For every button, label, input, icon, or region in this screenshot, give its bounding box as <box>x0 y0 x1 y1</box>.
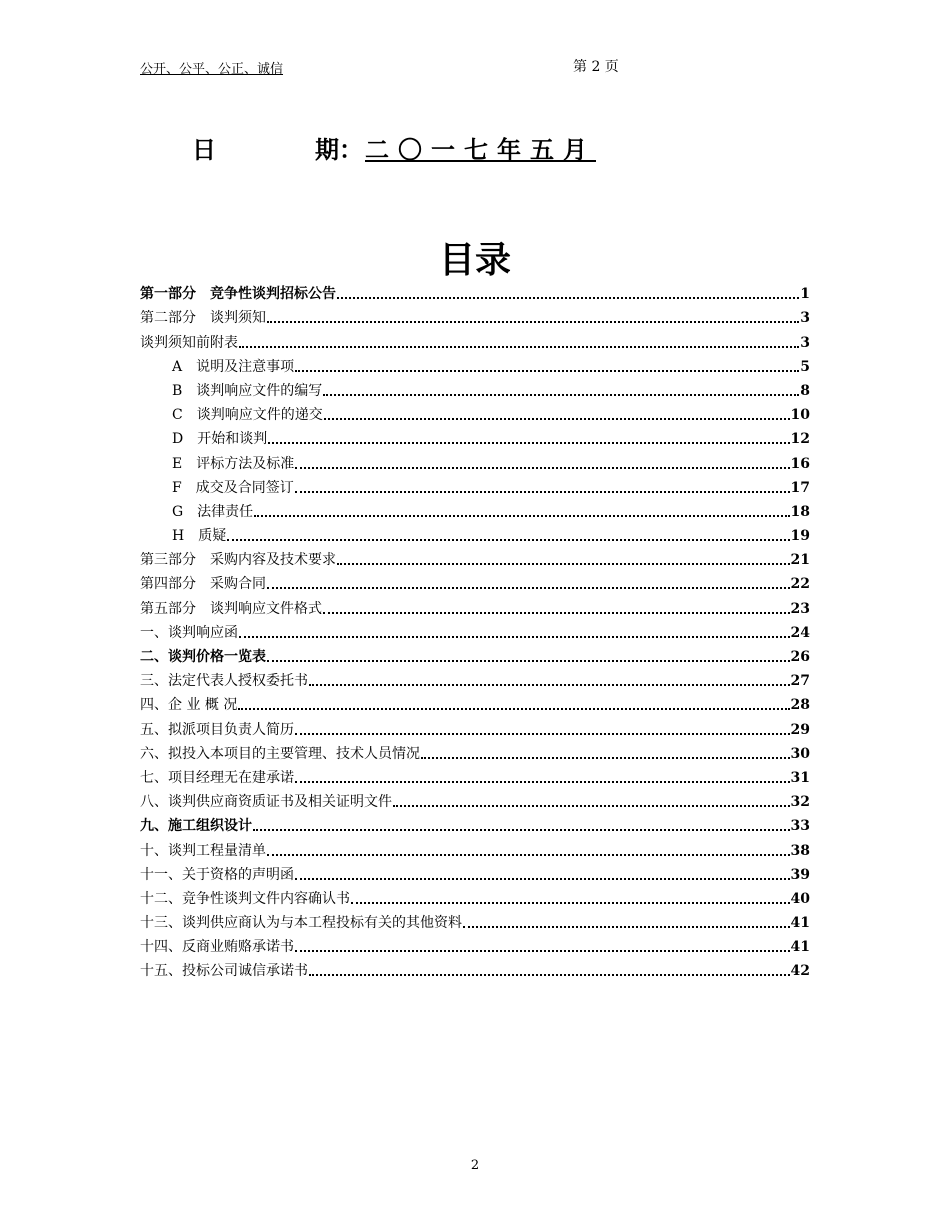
toc-dot-leader <box>309 970 790 976</box>
toc-entry-page: 8 <box>800 382 810 399</box>
toc-entry-label: E 评标方法及标准 <box>172 455 295 472</box>
toc-entry-page: 21 <box>790 552 810 569</box>
toc-entry[interactable] <box>140 691 810 715</box>
toc-entry-label: 五、拟派项目负责人简历 <box>140 721 294 738</box>
toc-dot-leader <box>253 825 790 831</box>
toc-entry[interactable] <box>140 667 810 691</box>
toc-entry-label: 十三、谈判供应商认为与本工程投标有关的其他资料 <box>140 915 462 932</box>
toc-entry-label: 三、法定代表人授权委托书 <box>140 673 308 690</box>
toc-entry-label: 七、项目经理无在建承诺 <box>140 769 294 786</box>
toc-dot-leader <box>337 293 799 299</box>
toc-entry-page: 23 <box>790 600 810 617</box>
date-value: 二〇一七年五月 <box>365 135 596 164</box>
toc-entry[interactable] <box>140 836 810 860</box>
toc-entry-label: 十一、关于资格的声明函 <box>140 866 294 883</box>
table-of-contents <box>140 280 810 981</box>
page-number: 2 <box>470 1158 480 1173</box>
toc-entry-page: 10 <box>790 407 810 424</box>
toc-entry-label: 一、谈判响应函 <box>140 624 238 641</box>
toc-entry[interactable] <box>140 474 810 498</box>
toc-entry[interactable] <box>140 594 810 618</box>
date-label-day: 日 <box>192 135 216 164</box>
toc-entry-label: 第二部分 谈判须知 <box>140 310 266 327</box>
toc-entry[interactable] <box>140 401 810 425</box>
toc-entry-page: 41 <box>790 915 810 932</box>
toc-entry-label: F 成交及合同签订 <box>172 479 294 496</box>
toc-entry-page: 29 <box>790 721 810 738</box>
toc-entry[interactable] <box>140 498 810 522</box>
toc-entry[interactable] <box>140 619 810 643</box>
toc-entry-page: 38 <box>790 842 810 859</box>
toc-dot-leader <box>239 632 790 638</box>
toc-entry[interactable] <box>140 764 810 788</box>
toc-entry-page: 28 <box>790 697 810 714</box>
toc-entry-page: 39 <box>790 866 810 883</box>
toc-entry-page: 26 <box>790 649 810 665</box>
toc-entry-page: 40 <box>790 890 810 907</box>
toc-entry-label: G 法律责任 <box>172 503 254 520</box>
toc-entry-page: 22 <box>790 576 810 593</box>
toc-dot-leader <box>238 704 789 710</box>
toc-entry-label: D 开始和谈判 <box>172 431 268 448</box>
toc-entry-label: 第一部分 竞争性谈判招标公告 <box>140 286 336 303</box>
toc-dot-leader <box>239 342 799 348</box>
toc-dot-leader <box>324 414 790 420</box>
toc-dot-leader <box>393 801 790 807</box>
toc-entry-page: 31 <box>790 769 810 786</box>
toc-entry-page: 18 <box>790 503 810 520</box>
toc-entry-page: 19 <box>790 528 810 545</box>
toc-dot-leader <box>295 946 790 952</box>
toc-entry-label: 第五部分 谈判响应文件格式 <box>140 600 322 617</box>
toc-entry-page: 17 <box>790 479 810 496</box>
toc-dot-leader <box>309 680 790 686</box>
toc-dot-leader <box>295 777 790 783</box>
toc-entry-label: 谈判须知前附表 <box>140 334 238 351</box>
toc-dot-leader <box>267 656 790 662</box>
toc-entry[interactable] <box>140 353 810 377</box>
toc-entry-page: 16 <box>790 455 810 472</box>
toc-dot-leader <box>421 753 790 759</box>
toc-entry-page: 5 <box>800 358 810 375</box>
toc-entry[interactable] <box>140 715 810 739</box>
header-page-label: 第 2 页 <box>573 59 619 75</box>
toc-entry-label: 六、拟投入本项目的主要管理、技术人员情况 <box>140 745 420 762</box>
toc-entry[interactable] <box>140 861 810 885</box>
toc-entry-label: H 质疑 <box>172 528 227 545</box>
toc-entry-page: 3 <box>800 334 810 351</box>
toc-entry[interactable] <box>140 643 810 667</box>
toc-entry-page: 1 <box>800 286 810 303</box>
toc-entry-page: 32 <box>790 794 810 811</box>
toc-dot-leader <box>351 898 790 904</box>
toc-entry-label: 九、施工组织设计 <box>140 818 252 835</box>
toc-dot-leader <box>323 608 790 614</box>
toc-entry-label: 第三部分 采购内容及技术要求 <box>140 552 336 569</box>
toc-entry-label: A 说明及注意事项 <box>172 358 295 375</box>
toc-dot-leader <box>267 317 799 323</box>
date-line <box>192 130 950 164</box>
toc-dot-leader <box>268 438 789 444</box>
toc-entry[interactable] <box>140 933 810 957</box>
toc-entry[interactable] <box>140 957 810 981</box>
toc-dot-leader <box>337 559 790 565</box>
toc-entry[interactable] <box>140 909 810 933</box>
toc-entry-label: 十二、竞争性谈判文件内容确认书 <box>140 890 350 907</box>
toc-entry-label: 第四部分 采购合同 <box>140 576 266 593</box>
toc-entry-page: 30 <box>790 745 810 762</box>
toc-entry[interactable] <box>140 304 810 328</box>
toc-dot-leader <box>227 535 789 541</box>
toc-entry-label: 十、谈判工程量清单 <box>140 842 266 859</box>
toc-entry-label: 十四、反商业贿赂承诺书 <box>140 939 294 956</box>
toc-entry[interactable] <box>140 280 810 304</box>
toc-dot-leader <box>295 463 789 469</box>
date-label-period: 期： <box>315 135 363 164</box>
toc-title: 目录 <box>438 239 511 281</box>
toc-entry-label: C 谈判响应文件的递交 <box>172 407 323 424</box>
toc-entry-label: 四、企 业 概 况 <box>140 697 238 714</box>
toc-entry-page: 33 <box>790 818 810 835</box>
toc-entry-label: B 谈判响应文件的编写 <box>172 382 323 399</box>
toc-entry-page: 3 <box>800 310 810 327</box>
toc-entry-page: 42 <box>790 963 810 980</box>
toc-entry[interactable] <box>140 546 810 570</box>
toc-entry[interactable] <box>140 788 810 812</box>
toc-entry[interactable] <box>140 449 810 473</box>
toc-dot-leader <box>295 729 790 735</box>
toc-dot-leader <box>295 874 790 880</box>
header-motto: 公开、公平、公正、诚信 <box>140 62 284 77</box>
toc-entry[interactable] <box>140 377 810 401</box>
toc-dot-leader <box>323 390 799 396</box>
toc-entry[interactable] <box>140 522 810 546</box>
toc-entry[interactable] <box>140 328 810 352</box>
toc-entry[interactable] <box>140 740 810 764</box>
toc-dot-leader <box>254 511 789 517</box>
toc-entry-page: 24 <box>790 624 810 641</box>
toc-entry[interactable] <box>140 425 810 449</box>
toc-entry-label: 八、谈判供应商资质证书及相关证明文件 <box>140 794 392 811</box>
toc-entry[interactable] <box>140 812 810 836</box>
toc-entry[interactable] <box>140 570 810 594</box>
toc-dot-leader <box>267 850 790 856</box>
toc-entry[interactable] <box>140 885 810 909</box>
toc-dot-leader <box>267 583 790 589</box>
toc-dot-leader <box>295 487 790 493</box>
toc-entry-page: 41 <box>790 939 810 956</box>
toc-entry-page: 27 <box>790 673 810 690</box>
toc-entry-label: 十五、投标公司诚信承诺书 <box>140 963 308 980</box>
toc-dot-leader <box>463 922 790 928</box>
toc-entry-page: 12 <box>790 431 810 448</box>
toc-entry-label: 二、谈判价格一览表 <box>140 649 266 665</box>
toc-dot-leader <box>295 366 799 372</box>
